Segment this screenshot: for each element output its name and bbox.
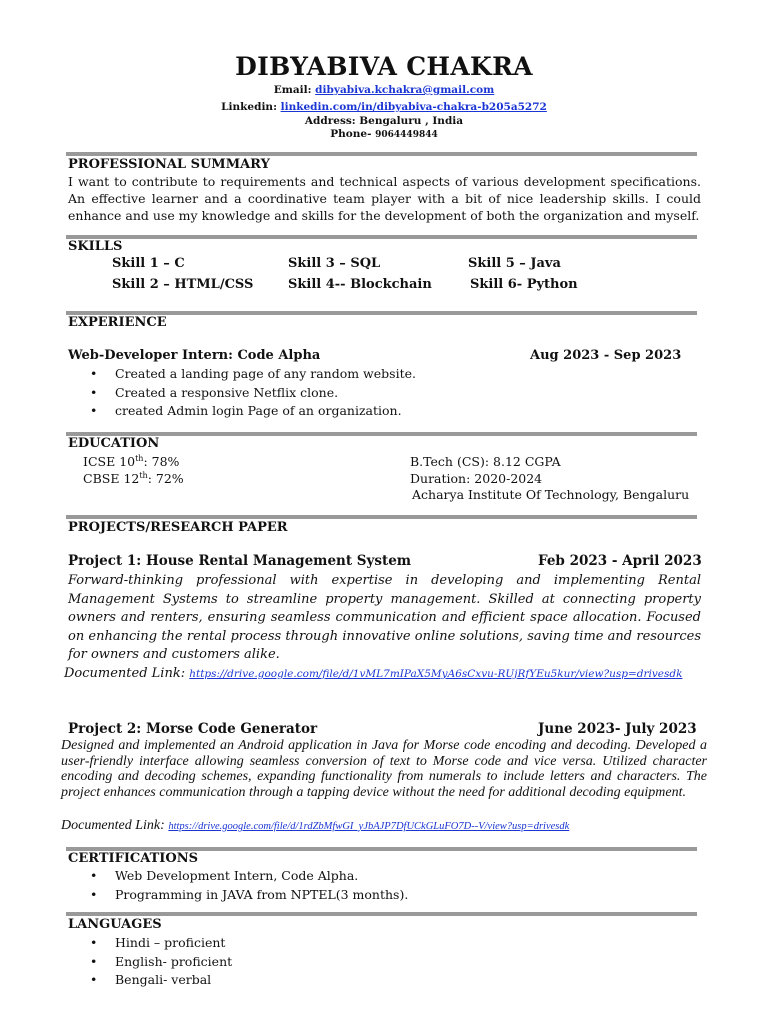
linkedin-link[interactable]: linkedin.com/in/dibyabiva-chakra-b205a5272	[280, 101, 547, 113]
skill-item: Skill 5 – Java	[468, 256, 561, 271]
project1-description: Forward-thinking professional with expertise in developing and implementing Rental Management Systems to streamline property management. Skilled at connecting property owners and renters, ensuring seamless communication and efficient space allocation. Focused on enhancing the rental process through innovative online solutions, saving time and resources for owners and customers alike.	[68, 573, 701, 663]
address-line: Address: Bengaluru , India	[304, 115, 464, 127]
skill-item: Skill 4-- Blockchain	[288, 277, 432, 292]
phone-line	[0, 128, 768, 140]
cbse-score: : 72%	[147, 471, 184, 487]
projects-heading: PROJECTS/RESEARCH PAPER	[68, 520, 288, 535]
list-item: • Bengali- verbal	[70, 971, 232, 990]
skill-item: Skill 2 – HTML/CSS	[112, 277, 254, 292]
summary-text: I want to contribute to requirements and technical aspects of various development specifications. An effective learner and a coordinative team player with a bit of nice leadership skills. I could enhance and use my knowledge and skills for the development of both the organization and myself.	[68, 174, 701, 223]
icse-suffix: th	[135, 454, 144, 463]
certifications-heading: CERTIFICATIONS	[68, 851, 198, 866]
email-label: Email:	[273, 84, 312, 96]
project2-link[interactable]: https://drive.google.com/file/d/1rdZbMfwGI_yJbAJP7DfUCkGLuFO7D--V/view?usp=drivesdk	[168, 821, 570, 832]
phone-number: 9064449844	[375, 130, 438, 140]
phone-label: Phone-	[330, 128, 372, 140]
list-item: • Hindi – proficient	[70, 934, 232, 953]
divider	[66, 235, 697, 239]
project1-title: Project 1: House Rental Management System	[68, 553, 412, 569]
experience-bullets	[70, 365, 416, 421]
divider	[66, 515, 697, 519]
duration-line: Duration: 2020-2024	[410, 471, 543, 486]
icse-score: : 78%	[143, 454, 180, 470]
linkedin-line	[0, 101, 768, 113]
email-line	[0, 84, 768, 96]
icse-grade: 10	[119, 454, 136, 470]
icse-label: ICSE	[83, 454, 116, 470]
list-item: • Created a landing page of any random website.	[70, 365, 416, 384]
cbse-label: CBSE	[83, 471, 120, 487]
experience-dates: Aug 2023 - Sep 2023	[530, 348, 682, 363]
list-item: • Created a responsive Netflix clone.	[70, 384, 416, 403]
candidate-name: DIBYABIVA CHAKRA	[235, 52, 533, 81]
college-line: Acharya Institute Of Technology, Bengaluru	[412, 487, 690, 502]
project2-description: Designed and implemented an Android application in Java for Morse code encoding and decoding. Developed a user-friendly interface allowing seamless conversion of text to Morse code and vice versa. Utilized character encoding and decoding schemes, expanding functionality from numerals to include letters and characters. The project enhances communication through a tapping device without the need for additional decoding equipment.	[61, 738, 707, 801]
list-item: • Programming in JAVA from NPTEL(3 months).	[70, 886, 408, 905]
project1-dates: Feb 2023 - April 2023	[538, 553, 702, 569]
list-item: • Web Development Intern, Code Alpha.	[70, 867, 408, 886]
experience-heading: EXPERIENCE	[68, 315, 167, 330]
list-item: • English- proficient	[70, 953, 232, 972]
divider	[66, 432, 697, 436]
divider	[66, 152, 697, 156]
list-item: • created Admin login Page of an organization.	[70, 402, 416, 421]
cbse-grade: 12	[123, 471, 140, 487]
cbse-suffix: th	[139, 471, 148, 480]
skill-item: Skill 6- Python	[470, 277, 578, 292]
degree-line: B.Tech (CS): 8.12 CGPA	[410, 454, 561, 469]
summary-heading: PROFESSIONAL SUMMARY	[68, 157, 270, 172]
project1-link[interactable]: https://drive.google.com/file/d/1vML7mIPaX5MyA6sCxvu-RUjRfYEu5kur/view?usp=drivesdk	[189, 668, 683, 680]
icse-line	[83, 454, 179, 469]
education-heading: EDUCATION	[68, 436, 160, 451]
cbse-line	[83, 471, 184, 486]
project2-link-label: Documented Link:	[61, 818, 165, 833]
email-link[interactable]: dibyabiva.kchakra@gmail.com	[315, 84, 495, 96]
certifications-list	[70, 867, 408, 904]
project2-link-line	[61, 818, 569, 834]
languages-heading: LANGUAGES	[68, 917, 162, 932]
skills-heading: SKILLS	[68, 239, 123, 254]
linkedin-label: Linkedin:	[221, 101, 277, 113]
divider	[66, 912, 697, 916]
project2-title: Project 2: Morse Code Generator	[68, 721, 318, 737]
project1-link-label: Documented Link:	[64, 666, 186, 681]
project2-dates: June 2023- July 2023	[538, 721, 697, 737]
languages-list	[70, 934, 232, 990]
project1-link-line	[64, 666, 683, 681]
experience-title: Web-Developer Intern: Code Alpha	[68, 348, 321, 363]
skill-item: Skill 3 – SQL	[288, 256, 381, 271]
skill-item: Skill 1 – C	[112, 256, 185, 271]
